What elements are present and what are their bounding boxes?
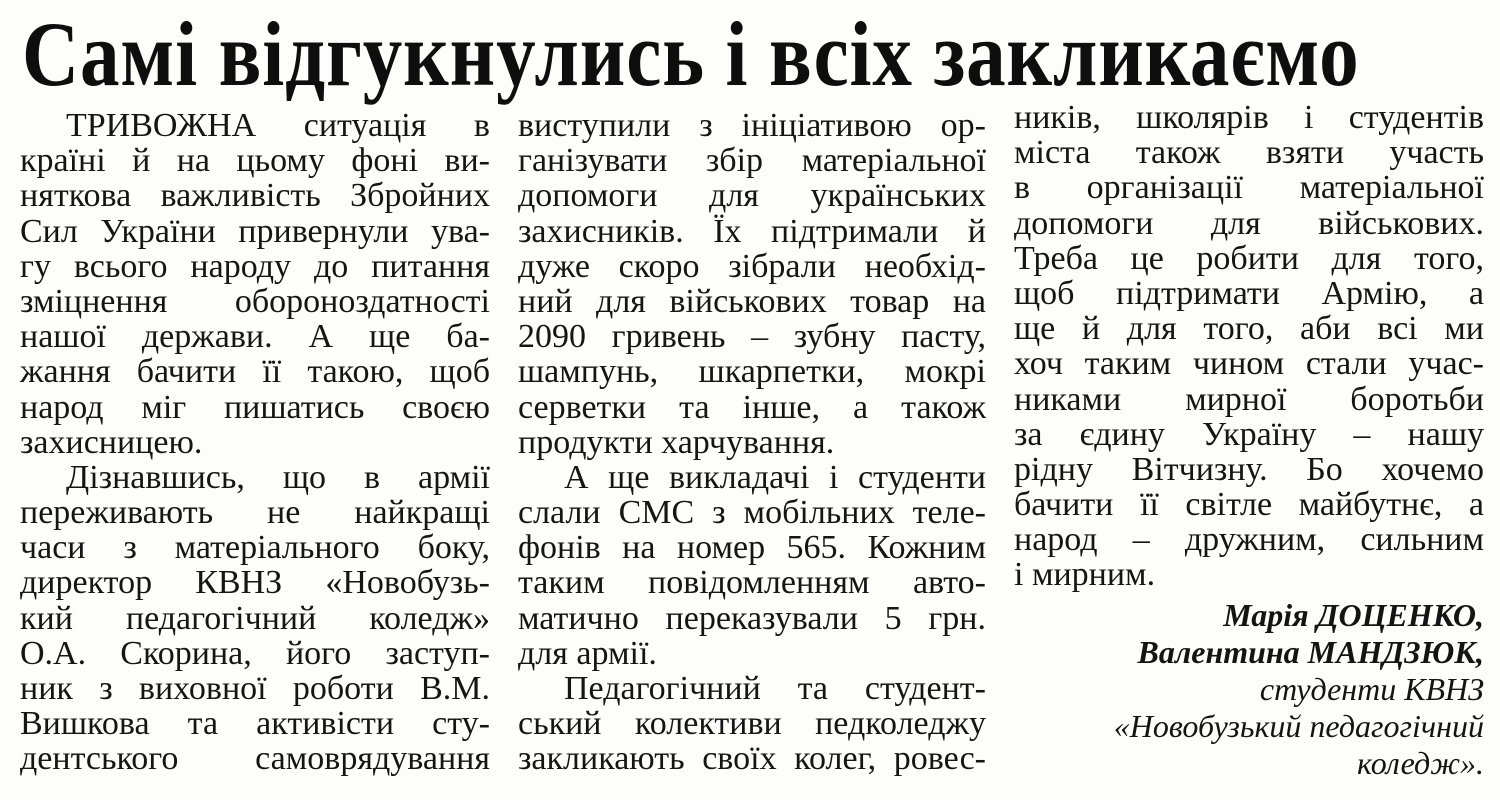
text-line: дуже скоро зібрали необхід- — [518, 247, 986, 285]
text-line: Педагогічний та студент- — [564, 670, 986, 707]
headline: Самі відгукнулись і всіх закликаємо — [22, 3, 1360, 105]
text-line: за єдину Україну – нашу — [1014, 415, 1484, 453]
text-line: никами мирної боротьби — [1014, 380, 1484, 418]
text-line: А ще викладачі і студенти — [564, 458, 986, 496]
text-line: слали СМС з мобільних теле- — [518, 494, 986, 532]
text-line: для армії. — [518, 634, 657, 672]
text-line: ників, школярів і студентів — [1014, 99, 1484, 136]
text-line: директор КВНЗ «Новобузь- — [20, 564, 490, 602]
text-line: ще й для того, аби всі ми — [1014, 310, 1484, 348]
text-line: виступили з ініціативою ор- — [518, 107, 986, 144]
text-line: країні й на цьому фоні ви- — [20, 142, 490, 180]
text-line: народ міг пишатись своєю — [20, 388, 490, 426]
text-line: шампунь, шкарпетки, мокрі — [518, 353, 986, 391]
text-line: в організації матеріальної — [1014, 169, 1484, 207]
text-line: матично переказували 5 грн. — [518, 599, 986, 637]
signature-institution-line-2: коледж». — [1356, 745, 1484, 781]
text-line: жання бачити її такою, щоб — [20, 353, 490, 391]
article-column-2 — [518, 108, 986, 777]
text-line: допомоги для військових. — [1014, 204, 1484, 242]
text-line: нашої держави. А ще ба- — [20, 318, 490, 356]
text-line: таким повідомленням авто- — [518, 564, 986, 602]
text-line: щоб підтримати Армію, а — [1014, 274, 1484, 312]
text-line: Вишкова та активісти сту- — [20, 705, 490, 743]
text-line: Треба це робити для того, — [1014, 239, 1484, 277]
text-line: Сил України привернули ува- — [20, 212, 490, 250]
text-line: хоч таким чином стали учас- — [1014, 345, 1484, 383]
text-line: серветки та інше, а також — [518, 388, 986, 426]
text-line: ТРИВОЖНА ситуація в — [66, 107, 490, 144]
text-line: і мирним. — [1014, 556, 1156, 594]
text-line: продукти харчування. — [518, 423, 835, 461]
article-column-3 — [1014, 100, 1484, 593]
signature-role: студенти КВНЗ — [1259, 671, 1484, 707]
text-line: захисницею. — [20, 423, 203, 461]
text-line: закликають своїх колег, ровес- — [518, 740, 986, 778]
text-line: захисників. Їх підтримали й — [518, 212, 986, 250]
signature-author-2: Валентина МАНДЗЮК, — [1137, 634, 1484, 670]
text-line: кий педагогічний коледж» — [20, 599, 490, 637]
text-line: зміцнення обороноздатності — [20, 282, 490, 320]
text-line: 2090 гривень – зубну пасту, — [518, 318, 986, 356]
text-line: няткова важливість Збройних — [20, 177, 490, 215]
signature-author-1: Марія ДОЦЕНКО, — [1223, 597, 1484, 633]
text-line: фонів на номер 565. Кожним — [518, 529, 986, 567]
text-line: гу всього народу до питання — [20, 247, 490, 285]
text-line: дентського самоврядування — [20, 740, 490, 778]
text-line: ганізувати збір матеріальної — [518, 142, 986, 180]
text-line: міста також взяти участь — [1014, 134, 1484, 172]
text-line: рідну Вітчизну. Бо хочемо — [1014, 450, 1484, 488]
text-line: часи з матеріального боку, — [20, 529, 490, 567]
text-line: бачити її світле майбутнє, а — [1014, 486, 1484, 524]
text-line: ний для військових товар на — [518, 282, 986, 320]
article-column-1 — [20, 108, 490, 777]
text-line: ський колективи педколеджу — [518, 705, 986, 743]
text-line: О.А. Скорина, його заступ- — [20, 634, 490, 672]
text-line: народ – дружним, сильним — [1014, 521, 1484, 559]
text-line: ник з виховної роботи В.М. — [20, 670, 490, 707]
text-line: переживають не найкращі — [20, 494, 490, 532]
signature-institution-line-1: «Новобузький педагогічний — [1113, 708, 1484, 744]
text-line: Дізнавшись, що в армії — [66, 458, 490, 496]
text-line: допомоги для українських — [518, 177, 986, 215]
